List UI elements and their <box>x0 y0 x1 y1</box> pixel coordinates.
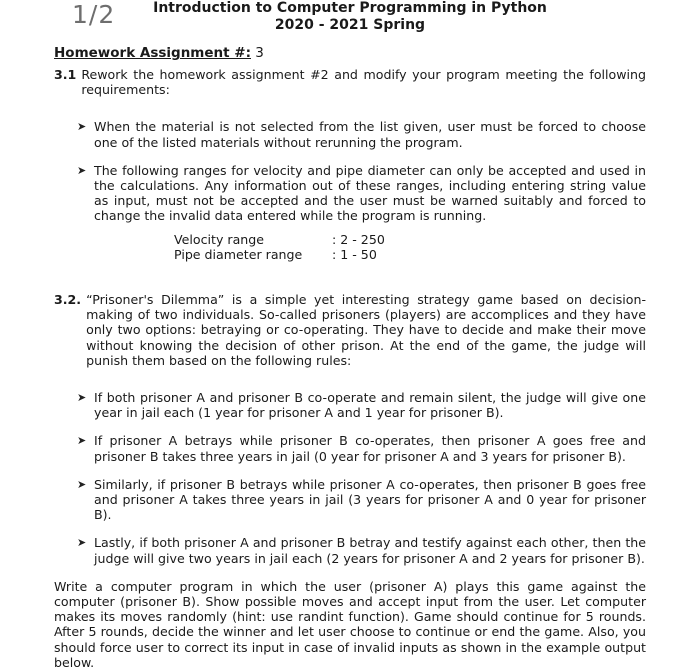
homework-label: Homework Assignment #: <box>54 45 251 61</box>
list-item <box>77 390 646 420</box>
section-intro: “Prisoner's Dilemma” is a simple yet interesting strategy game based on decision-making of two individuals. So-called prisoners (players) are accomplices and they have only two options: betraying or co-operating. They have to decide and make their move without knowing the decision of other prison. At the end of the game, the judge will punish them based on the following rules: <box>86 292 646 368</box>
list-item <box>77 433 646 463</box>
range-table <box>174 232 646 262</box>
bullet-text: Lastly, if both prisoner A and prisoner B betray and testify against each other, then the judge will give two years in jail each (2 years for prisoner A and 2 years for prisoner B). <box>94 535 646 566</box>
list-item <box>77 163 646 262</box>
arrow-bullet-icon: ➤ <box>77 120 87 134</box>
section-3-1-bullets <box>54 119 646 262</box>
homework-number: 3 <box>255 45 264 61</box>
semester: 2020 - 2021 Spring <box>274 17 426 33</box>
range-value: : 2 - 250 <box>332 231 385 247</box>
section-number: 3.1 <box>54 67 77 82</box>
arrow-bullet-icon: ➤ <box>77 391 87 405</box>
bullet-text: When the material is not selected from the list given, user must be forced to choose one of the listed materials without rerunning the program. <box>94 119 646 150</box>
homework-heading <box>54 45 264 61</box>
range-row <box>174 232 646 247</box>
final-instructions: Write a computer program in which the user (prisoner A) plays this game against the computer (prisoner B). Show possible moves and accept input from the user. Let computer makes its moves randomly (hint: use randint function). Game should continue for 5 rounds. After 5 rounds, decide the winner and let user choose to continue or end the game. Also, you should force user to correct its input in case of invalid inputs as shown in the example output below. <box>54 578 646 670</box>
arrow-bullet-icon: ➤ <box>77 477 87 491</box>
arrow-bullet-icon: ➤ <box>77 434 87 448</box>
bullet-text: If both prisoner A and prisoner B co-operate and remain silent, the judge will give one year in jail each (1 year for prisoner A and 1 year for prisoner B). <box>94 390 646 421</box>
section-intro: Rework the homework assignment #2 and modify your program meeting the following requirements: <box>81 67 646 98</box>
list-item <box>77 119 646 149</box>
section-3-2-bullets <box>54 390 646 566</box>
document-title <box>0 0 700 34</box>
list-item <box>77 477 646 523</box>
page-number: 1/2 <box>72 0 116 29</box>
bullet-text: If prisoner A betrays while prisoner B co-operates, then prisoner A goes free and prisoner B takes three years in jail (0 year for prisoner A and 3 years for prisoner B). <box>94 433 646 464</box>
section-number: 3.2. <box>54 292 82 308</box>
section-3-1-intro <box>54 67 646 97</box>
arrow-bullet-icon: ➤ <box>77 163 87 177</box>
bullet-text: Similarly, if prisoner B betrays while prisoner A co-operates, then prisoner B goes free and prisoner A takes three years in jail (3 years for prisoner A and 0 year for prisoner B). <box>94 476 646 523</box>
bullet-body <box>94 163 646 262</box>
section-3-2-intro <box>54 292 646 368</box>
document-body <box>54 67 646 670</box>
bullet-text: The following ranges for velocity and pipe diameter can only be accepted and used in the calculations. Any information out of these ranges, including entering string value as input, must not be accepted and the user must be warned suitably and forced to change the invalid data entered while the program is running. <box>94 162 646 224</box>
range-value: : 1 - 50 <box>332 246 377 262</box>
course-title: Introduction to Computer Programming in Python <box>153 0 547 16</box>
range-label: Pipe diameter range <box>174 246 303 262</box>
list-item <box>77 535 646 565</box>
arrow-bullet-icon: ➤ <box>77 536 87 550</box>
range-row <box>174 247 646 262</box>
range-label: Velocity range <box>174 231 265 247</box>
